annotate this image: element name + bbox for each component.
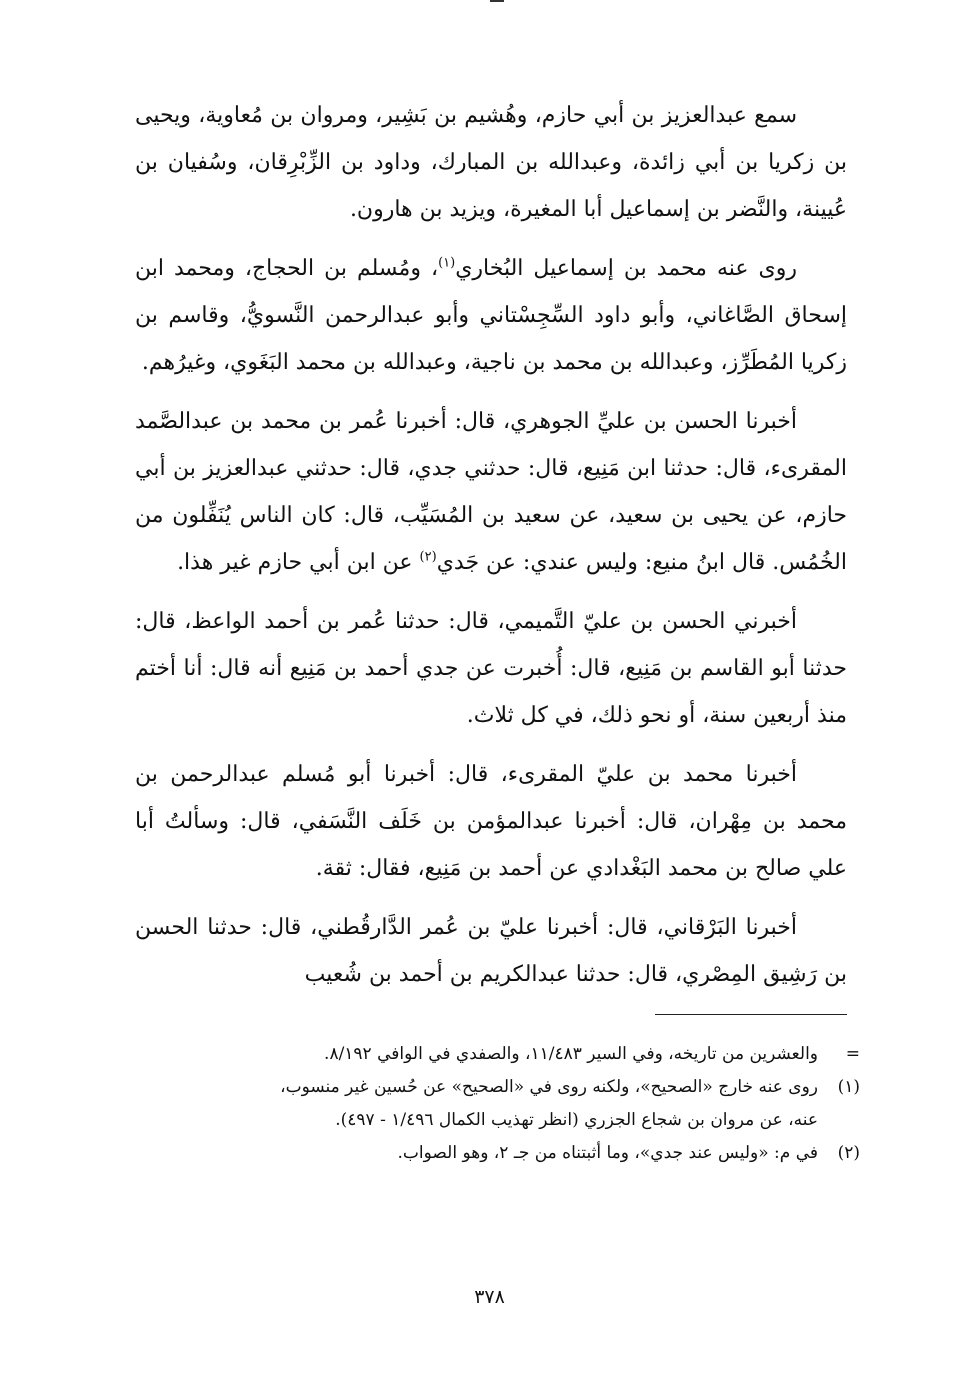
paragraph-narration-3: أخبرنا محمد بن عليّ المقرىء، قال: أخبرنا أبو مُسلم عبدالرحمن بن محمد بن مِهْران، قال: أخبرنا عبدالمؤمن بن خَلَف النَّسَفي، قال: وسألتُ أبا علي صالح بن محمد البَغْدادي عن أحمد بن مَنِيع، فقال: ثقة. [135,762,847,881]
paragraph-students-rest: ، ومُسلم بن الحجاج، ومحمد ابن إسحاق الصَّاغاني، وأبو داود السِّجِسْتاني وأبو عبدالرحمن النَّسويُّ، وقاسم بن زكريا المُطَرِّز، وعبدالله بن محمد بن ناجية، وعبدالله بن محمد البَغَوي، وغيرُهم. [135,256,847,375]
footnote-ref-2[interactable]: (٢) [419,549,437,565]
paragraph-students-start: روى عنه محمد بن إسماعيل البُخاري [455,256,797,281]
footnote-carryover [135,1038,860,1071]
footnote-carry-marker: = [845,1044,860,1064]
footnote-1-marker: (١) [837,1077,860,1097]
page-number: ٣٧٨ [474,1286,505,1308]
paragraph-narration-4: أخبرنا البَرْقاني، قال: أخبرنا عليّ بن عُمر الدَّارقُطني، قال: حدثنا الحسن بن رَشِيق المِصْري، قال: حدثنا عبدالكريم بن أحمد بن شُعيب [135,915,847,987]
footnotes [135,1038,860,1170]
footnote-ref-1[interactable]: (١) [438,255,456,271]
footnote-1-continuation: عنه، عن مروان بن شجاع الجزري (انظر تهذيب الكمال ١/٤٩٦ - ٤٩٧). [335,1110,818,1130]
paragraph-narration-1-start: أخبرنا الحسن بن عليِّ الجوهري، قال: أخبرنا عُمر بن محمد بن عبدالصَّمد المقرىء، قال: حدثنا ابن مَنِيع، قال: حدثني جدي، قال: حدثني عبدالعزيز بن أبي حازم، عن يحيى بن سعيد، عن سعيد بن المُسَيِّب، قال: كان الناس يُنَفِّلون من الخُمُس. قال ابنُ منيع: وليس عندي: عن جَدي [135,409,847,575]
top-edge-mark [490,0,504,2]
footnote-carry-text: والعشرين من تاريخه، وفي السير ١١/٤٨٣، والصفدي في الوافي ٨/١٩٢. [324,1044,818,1064]
footnote-1-text: روى عنه خارج «الصحيح»، ولكنه روى في «الصحيح» عن حُسين غير منسوب، [280,1077,818,1097]
footnote-2-text: في م: «وليس عند جدي»، وما أثبتناه من جـ ٢، وهو الصواب. [397,1143,818,1163]
paragraph-teachers: سمع عبدالعزيز بن أبي حازم، وهُشيم بن بَشِير، ومروان بن مُعاوية، ويحيى بن زكريا بن أبي زائدة، وعبدالله بن المبارك، وداود بن الزِّبْرِقان، وسُفيان بن عُيينة، والنَّضر بن إسماعيل أبا المغيرة، ويزيد بن هارون. [135,103,847,222]
paragraph-narration-1 [135,398,847,586]
footnote-separator [655,1014,847,1015]
footnote-1 [135,1071,860,1104]
footnote-2 [135,1137,860,1170]
paragraph-students [135,245,847,386]
footnote-2-marker: (٢) [837,1143,860,1163]
main-text [135,92,847,1010]
paragraph-narration-2: أخبرني الحسن بن عليّ التَّميمي، قال: حدثنا عُمر بن أحمد الواعظ، قال: حدثنا أبو القاسم بن مَنِيع، قال: أُخبرت عن جدي أحمد بن مَنِيع أنه قال: أنا أختم منذ أربعين سنة، أو نحو ذلك، في كل ثلاث. [135,609,848,728]
paragraph-narration-1-rest: عن ابن أبي حازم غير هذا. [177,550,420,575]
